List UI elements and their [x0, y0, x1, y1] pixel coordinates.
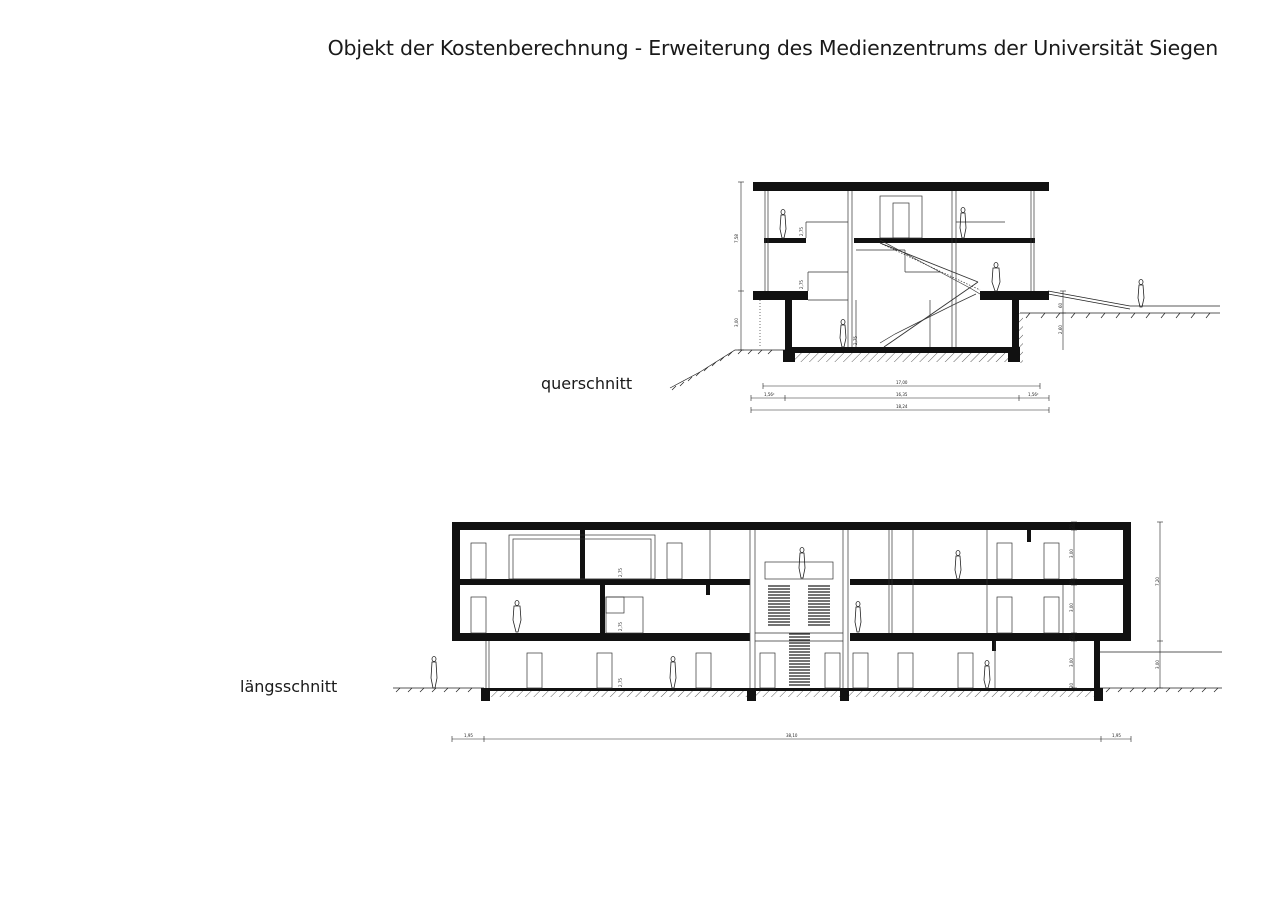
- laengs-footing-4: [1094, 688, 1103, 701]
- laengs-upper-slab-left: [452, 579, 750, 585]
- svg-text:3,00: 3,00: [1069, 603, 1074, 612]
- svg-text:18,24: 18,24: [896, 404, 908, 409]
- laengs-mid-slab-right: [850, 633, 1131, 641]
- laengs-vertical-dims: [1071, 522, 1163, 688]
- laengsschnitt-label: längsschnitt: [240, 677, 338, 696]
- svg-text:1,95: 1,95: [464, 733, 473, 738]
- laengs-mid-slab-left: [452, 633, 750, 641]
- querschnitt-people: [780, 208, 1144, 348]
- svg-text:1,95: 1,95: [1112, 733, 1121, 738]
- terrain-left: [670, 350, 785, 390]
- svg-text:1,56²: 1,56²: [1028, 392, 1039, 397]
- laengs-roof-slab: [452, 522, 1131, 530]
- svg-text:3,00: 3,00: [734, 318, 739, 327]
- footing-right: [1008, 350, 1020, 362]
- svg-text:2,75: 2,75: [799, 280, 804, 289]
- svg-text:2,75: 2,75: [799, 227, 804, 236]
- svg-text:3,00: 3,00: [1069, 549, 1074, 558]
- laengs-partition-3: [706, 585, 710, 595]
- upper-slab-left: [764, 238, 806, 243]
- querschnitt-drawing: [670, 182, 1220, 413]
- svg-text:2,75: 2,75: [618, 622, 623, 631]
- svg-text:60: 60: [1058, 302, 1063, 308]
- svg-text:20: 20: [1069, 682, 1074, 688]
- footing-left: [783, 350, 795, 362]
- svg-text:38,10: 38,10: [786, 733, 798, 738]
- roof-slab: [753, 182, 1049, 191]
- laengs-base-slab: [484, 688, 1101, 691]
- svg-text:7,58: 7,58: [734, 234, 739, 243]
- laengs-basement-wall: [1094, 641, 1100, 689]
- svg-text:50: 50: [1069, 523, 1074, 529]
- svg-text:7,20: 7,20: [1155, 577, 1160, 586]
- drawing-title: Objekt der Kostenberechnung - Erweiterung des Medienzentrums der Universität Siegen: [327, 36, 1218, 60]
- svg-text:2,75: 2,75: [853, 336, 858, 345]
- laengs-linework: [471, 530, 1063, 688]
- laengs-footing-1: [481, 688, 490, 701]
- svg-text:2,60: 2,60: [1058, 325, 1063, 334]
- svg-text:50: 50: [1069, 634, 1074, 640]
- svg-text:17,00: 17,00: [896, 380, 908, 385]
- middle-slab-left: [753, 291, 808, 300]
- laengs-horizontal-dim-labels: [464, 733, 1121, 738]
- laengsschnitt-drawing: [393, 522, 1222, 742]
- terrain-right: [1020, 291, 1220, 318]
- querschnitt-label: querschnitt: [541, 374, 633, 393]
- middle-slab-right: [980, 291, 1049, 300]
- laengs-footing-3: [840, 688, 849, 701]
- svg-text:1,56²: 1,56²: [764, 392, 775, 397]
- svg-text:3,00: 3,00: [1155, 660, 1160, 669]
- svg-text:3,00: 3,00: [1069, 658, 1074, 667]
- basement-soil: [785, 352, 1020, 362]
- svg-text:30: 30: [1069, 579, 1074, 585]
- laengs-partition-1: [580, 530, 585, 579]
- laengs-soil: [484, 690, 1101, 697]
- svg-text:2,75: 2,75: [618, 678, 623, 687]
- laengs-stairs: [768, 586, 830, 685]
- basement-wall-left: [785, 300, 792, 350]
- laengs-partition-2: [600, 585, 605, 633]
- laengs-partition-4: [1027, 530, 1031, 542]
- svg-text:2,75: 2,75: [618, 568, 623, 577]
- basement-slab: [785, 347, 1020, 353]
- querschnitt-horizontal-dim-labels: [764, 380, 1039, 409]
- laengs-footing-2: [747, 688, 756, 701]
- basement-wall-right: [1012, 300, 1019, 350]
- laengs-level-marks: [618, 568, 623, 687]
- laengs-people: [431, 548, 990, 689]
- laengs-partition-5: [992, 641, 996, 651]
- laengs-vertical-dim-labels: [1069, 523, 1160, 688]
- svg-text:16,35: 16,35: [896, 392, 908, 397]
